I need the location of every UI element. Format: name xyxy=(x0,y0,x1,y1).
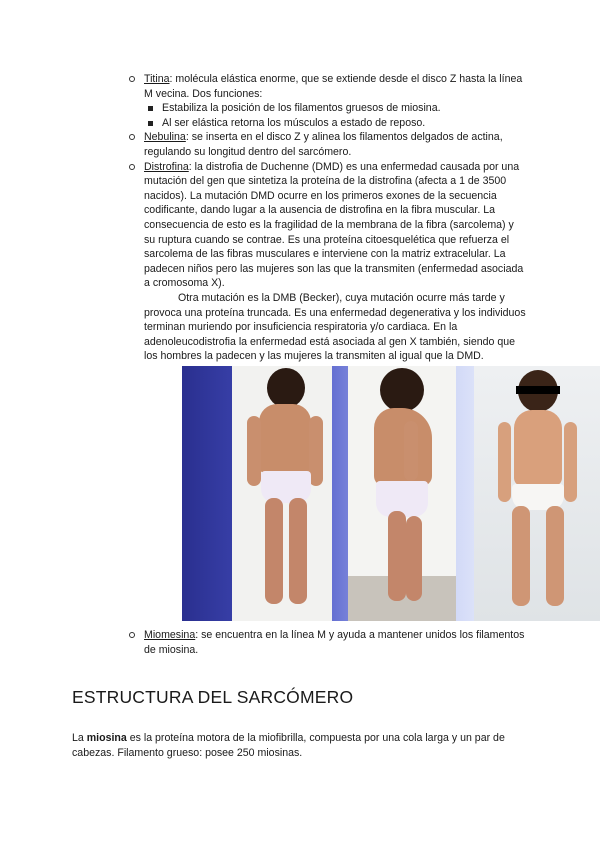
circle-bullet-icon xyxy=(129,164,135,170)
description-titina: : molécula elástica enorme, que se extiende desde el disco Z hasta la línea M vecina. Dos funciones: xyxy=(144,73,523,100)
sub-item-text: Estabiliza la posición de los filamentos gruesos de miosina. xyxy=(162,102,441,115)
eye-censor-bar xyxy=(516,386,560,394)
list-item-nebulina xyxy=(126,130,526,159)
term-titina: Titina xyxy=(144,73,170,85)
circle-bullet-icon xyxy=(129,76,135,82)
paragraph-lead: La xyxy=(72,732,87,744)
circle-bullet-icon xyxy=(129,632,135,638)
sub-item-text: Al ser elástica retorna los músculos a estado de reposo. xyxy=(162,116,426,129)
description-nebulina: : se inserta en el disco Z y alinea los filamentos delgados de actina, regulando su longitud dentro del sarcómero. xyxy=(144,131,503,158)
sub-item xyxy=(126,116,526,131)
protein-list xyxy=(126,72,526,364)
sub-item xyxy=(126,101,526,116)
description-distrofina: : la distrofia de Duchenne (DMD) es una enfermedad causada por una mutación del gen que sintetiza la proteína de la distrofina (afecta a 1 de 3500 nacidos). La mutación DMD ocurre en los primeros exones de la secuencia codificante, dando lugar a la ausencia de distrofina en la fibra muscular. La consecuencia de esto es la fragilidad de la membrana de la fibra (sarcolema) y su ruptura cuando se contrae. Es una proteína citoesquelética que refuerza el sarcolema de las fibras musculares e interviene con la matriz extracelular. La padecen niños pero las mujeres son las que la transmiten (enfermedad asociada a cromosoma X). xyxy=(144,160,524,290)
child-figure-back xyxy=(237,366,327,621)
list-item-titina xyxy=(126,72,526,101)
paragraph-rest: es la proteína motora de la miofibrilla, compuesta por una cola larga y un par de cabezas. Filamento grueso: posee 250 miosinas. xyxy=(72,732,505,759)
term-miomesina: Miomesina xyxy=(144,629,196,641)
square-bullet-icon xyxy=(148,121,153,126)
circle-bullet-icon xyxy=(129,134,135,140)
child-figure-front xyxy=(492,366,582,621)
list-item-distrofina xyxy=(126,160,526,364)
protein-list-continued xyxy=(126,628,526,657)
square-bullet-icon xyxy=(148,106,153,111)
description-distrofina-continued: Otra mutación es la DMB (Becker), cuya mutación ocurre más tarde y provoca una proteína truncada. Es una enfermedad degenerativa y los individuos terminan muriendo por insuficiencia respiratoria y/o cardiaca. En la adenoleucodistrofia la enfermedad está asociada al gen X también, siendo que los hombres la padecen y las mujeres la transmiten al igual que la DMD. xyxy=(144,291,526,363)
list-item-miomesina xyxy=(126,628,526,657)
term-distrofina: Distrofina xyxy=(144,160,189,173)
child-figure-side xyxy=(362,366,447,621)
term-nebulina: Nebulina xyxy=(144,131,186,144)
dmd-patients-photo xyxy=(182,366,600,621)
section-heading: ESTRUCTURA DEL SARCÓMERO xyxy=(72,687,354,707)
description-miomesina: : se encuentra en la línea M y ayuda a mantener unidos los filamentos de miosina. xyxy=(144,629,525,656)
bold-term-miosina: miosina xyxy=(86,732,127,744)
miosina-paragraph xyxy=(72,731,532,760)
